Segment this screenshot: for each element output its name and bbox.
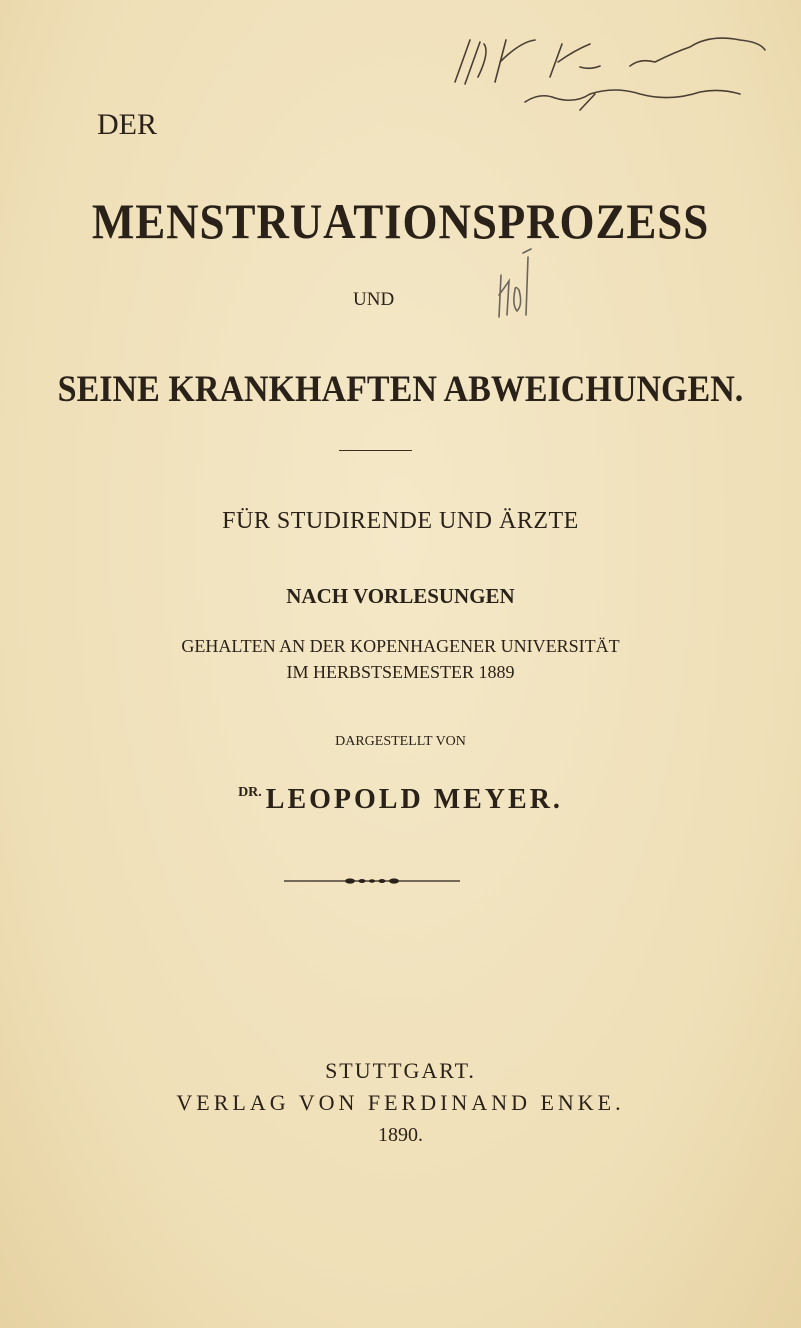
presented-by: DARGESTELLT VON — [335, 734, 466, 749]
handwritten-inscription — [440, 22, 770, 117]
lecture-line-2: IM HERBSTSEMESTER 1889 — [286, 662, 515, 682]
publisher: VERLAG VON FERDINAND ENKE. — [176, 1090, 625, 1115]
lecture-line-1: GEHALTEN AN DER KOPENHAGENER UNIVERSITÄT — [181, 636, 620, 656]
publication-city: STUTTGART. — [325, 1058, 476, 1083]
author-line — [0, 784, 801, 816]
title-article: DER — [97, 108, 157, 141]
publication-year: 1890. — [378, 1124, 423, 1146]
audience-line: FÜR STUDIRENDE UND ÄRZTE — [222, 508, 579, 534]
subtitle: SEINE KRANKHAFTEN ABWEICHUNGEN. — [57, 369, 744, 410]
title-conjunction: UND — [353, 289, 395, 310]
author-name: LEOPOLD MEYER. — [265, 784, 563, 815]
divider-rule — [339, 450, 412, 451]
lecture-heading: NACH VORLESUNGEN — [286, 584, 515, 608]
pencil-annotation — [495, 245, 535, 320]
author-prefix: DR. — [238, 785, 262, 800]
ornamental-rule — [284, 874, 460, 888]
main-title: MENSTRUATIONSPROZESS — [91, 193, 710, 249]
